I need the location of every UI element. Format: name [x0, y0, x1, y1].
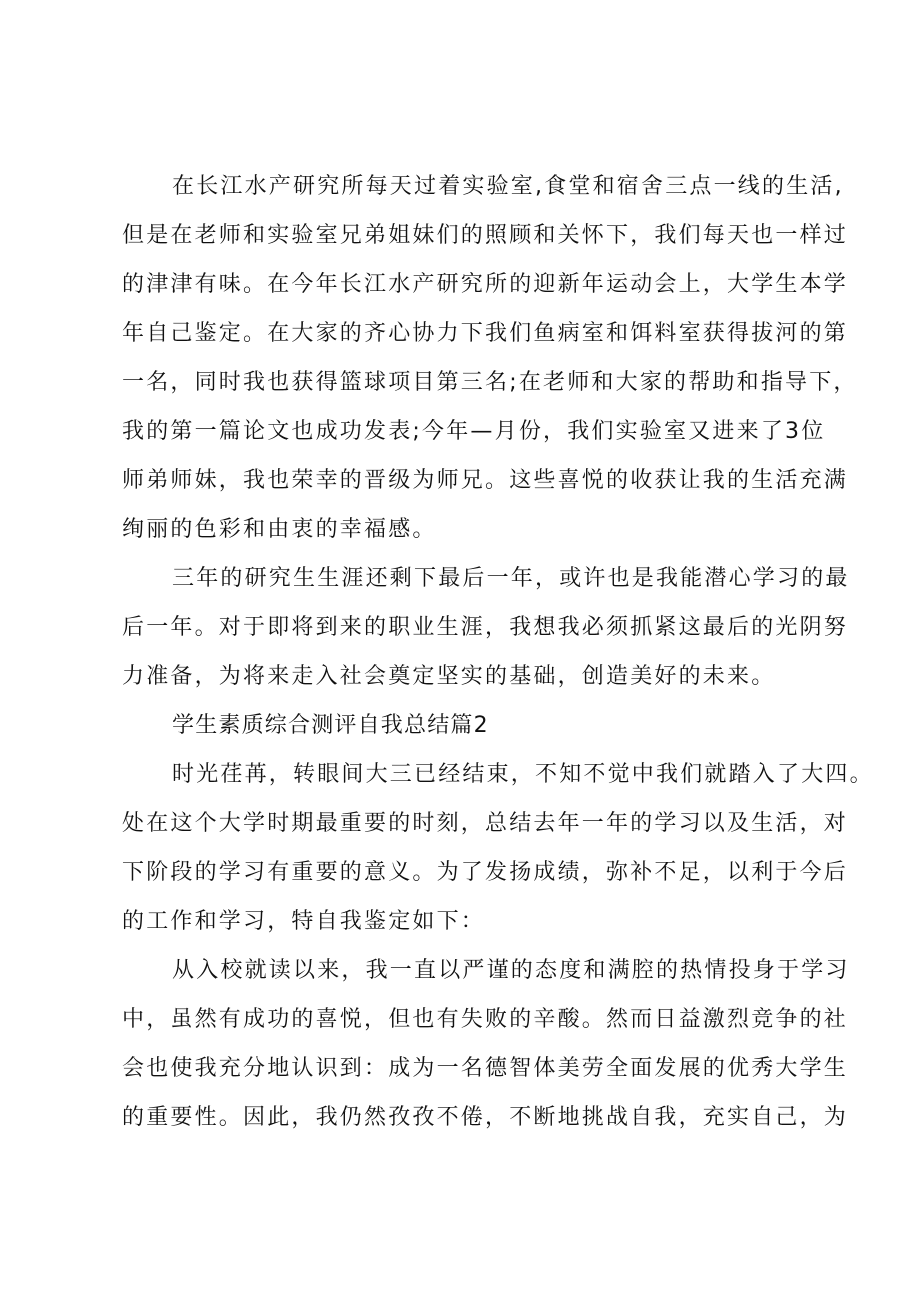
text-line: 的重要性。因此，我仍然孜孜不倦，不断地挑战自我，充实自己，为 — [122, 1105, 849, 1130]
text-line: 处在这个大学时期最重要的时刻，总结去年一年的学习以及生活，对 — [122, 811, 849, 836]
text-line: 在长江水产研究所每天过着实验室,食堂和宿舍三点一线的生活, — [172, 174, 844, 199]
text-line: 中，虽然有成功的喜悦，但也有失败的辛酸。然而日益激烈竞争的社 — [122, 1007, 849, 1032]
text-line: 但是在老师和实验室兄弟姐妹们的照顾和关怀下，我们每天也一样过 — [122, 223, 849, 248]
text-line: 从入校就读以来，我一直以严谨的态度和满腔的热情投身于学习 — [172, 958, 850, 983]
text-line: 后一年。对于即将到来的职业生涯，我想我必须抓紧这最后的光阴努 — [122, 615, 849, 640]
text-line: 的工作和学习，特自我鉴定如下： — [122, 909, 486, 934]
text-line: 我的第一篇论文也成功发表;今年—月份，我们实验室又进来了3位 — [122, 419, 826, 444]
text-line: 时光荏苒，转眼间大三已经结束，不知不觉中我们就踏入了大四。 — [172, 762, 874, 787]
text-line: 下阶段的学习有重要的意义。为了发扬成绩，弥补不足，以利于今后 — [122, 860, 849, 885]
text-line: 年自己鉴定。在大家的齐心协力下我们鱼病室和饵料室获得拔河的第 — [122, 321, 849, 346]
text-line: 会也使我充分地认识到：成为一名德智体美劳全面发展的优秀大学生 — [122, 1056, 849, 1081]
text-line: 一名，同时我也获得篮球项目第三名;在老师和大家的帮助和指导下， — [122, 370, 858, 395]
text-line: 师弟师妹，我也荣幸的晋级为师兄。这些喜悦的收获让我的生活充满 — [122, 468, 849, 493]
text-line: 力准备，为将来走入社会奠定坚实的基础，创造美好的未来。 — [122, 664, 776, 689]
text-line: 绚丽的色彩和由衷的幸福感。 — [122, 517, 437, 542]
text-line: 的津津有味。在今年长江水产研究所的迎新年运动会上，大学生本学 — [122, 272, 849, 297]
section-heading: 学生素质综合测评自我总结篇2 — [172, 713, 489, 738]
text-line: 三年的研究生生涯还剩下最后一年，或许也是我能潜心学习的最 — [172, 566, 850, 591]
